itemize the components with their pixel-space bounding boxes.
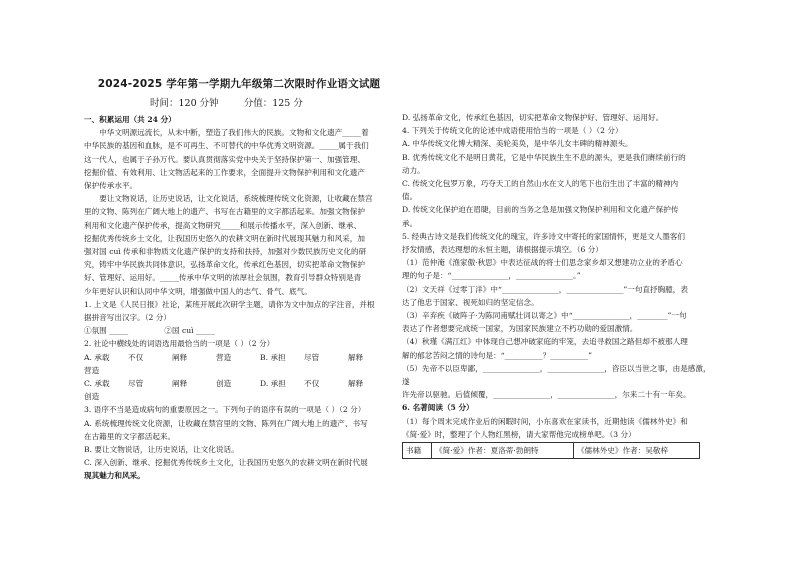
text-line: （1）每个周末完成作业后的闲暇时间，小东喜欢在家读书，近期他读《儒林外史》和: [402, 416, 688, 426]
page-title: 2024-2025 学年第一学期九年级第二次限时作业语文试题: [97, 78, 381, 90]
text-line: 达了他忠于国家、视死如归的坚定信念。: [402, 297, 539, 307]
q2-option-word: 解释: [348, 379, 364, 389]
left-column: [84, 113, 396, 483]
text-line: 《简·爱》时，整理了个人物红黑榜，请大家帮他完成榜单吧。（3 分）: [402, 429, 636, 439]
exam-score: 分值：125 分: [243, 98, 303, 109]
q2-option-word: C. 承载: [84, 379, 110, 389]
text-line: 强对国 cuì 传承和非物质文化遗产保护的支持和扶持，加强对少数民族历史文化的研: [84, 247, 367, 257]
q2-option-word: 解释: [348, 352, 364, 362]
text-line: D. 传统文化保护迫在眉睫，目前的当务之急是加强文物保护利用和文化遗产保护传: [402, 205, 679, 215]
q2-option-word: B. 承担: [260, 352, 286, 362]
text-line: 好、管理好、运用好。_____传承中华文明的浓厚社会氛围，教育引导群众特别是青: [84, 273, 362, 283]
table-cell-book1: 《简·爱》作者：夏洛蒂·勃朗特: [432, 443, 574, 459]
table-row: [403, 443, 700, 459]
q1-blanks: [84, 324, 396, 337]
right-text: [402, 111, 714, 441]
text-line: 6. 名著阅读（5 分）: [402, 403, 474, 413]
q2-option-word: 不仅: [128, 352, 144, 362]
text-line: 少年更好认识和认同中华文明，增强做中国人的志气、骨气、底气。: [84, 286, 312, 296]
q2-option-row: [84, 377, 396, 403]
text-line: 理的句子是：“_______________，_______________。”: [402, 271, 581, 281]
text-line: 5. 经典古诗文是我们传统文化的瑰宝，许多诗文中寄托的家国情怀，更是文人墨客们: [402, 231, 686, 241]
text-line: 要让文物说话，让历史说话，让文化说话，系统梳理传统文化资源，让收藏在禁宫: [99, 194, 373, 204]
text-line: 在古籍里的文字都活起来。: [84, 431, 176, 441]
q2-option-word: 创造: [216, 379, 232, 389]
text-line: 承。: [402, 218, 418, 228]
q1-blank-1: ①氛围 _____: [84, 326, 129, 336]
text-line: A. 系统梳理传统文化资源，让收藏在禁宫里的文物、陈列在广阔大地上的遗产、书写: [84, 418, 368, 428]
q2-option-word: 阐释: [172, 379, 188, 389]
text-line: 据拼音写出汉字。（2 分）: [84, 313, 171, 323]
text-line: 3. 语序不当是造成病句的重要原因之一。下列句子的语序有误的一项是（ ）（2 分）: [84, 405, 366, 415]
q2-option-word: 阐释: [172, 352, 188, 362]
table-cell-label: 书籍: [403, 443, 432, 459]
text-line: 抒发情感，表达理想的永恒主题，请根据提示填空。（6 分）: [402, 245, 603, 255]
text-line: （4）秋瑾《满江红》中体现自己想冲破家庭的牢笼，去追寻救国之路但却不被那人理: [402, 337, 688, 347]
text-line: C. 传统文化包罗万象，巧夺天工的自然山水在文人的笔下也衍生出了丰富的精神内: [402, 179, 679, 189]
q2-option-word: 尽管: [304, 352, 320, 362]
text-line: 这一代人，也属于子孙万代。要认真贯彻落实党中央关于坚持保护第一、加强管理、: [84, 154, 365, 164]
text-line: 利用和文化遗产保护传承，提高文物研究_____和展示传播水平，深入创新、继承、: [84, 220, 362, 230]
q2-option-word: D. 承担: [260, 379, 286, 389]
right-column: [402, 111, 714, 459]
text-line: 中华文明源远流长，从未中断，塑造了我们伟大的民族。文物和文化遗产_____着: [99, 128, 369, 138]
text-line: 挖掘价值、有效利用、让文物活起来的工作要求，全面提升文物保护利用和文化遗产: [84, 167, 365, 177]
q2-stem: 2. 社论中横线处的词语选用最恰当的一项是（ ）（2 分）: [84, 339, 275, 349]
text-line: C. 深入创新、继承、挖掘优秀传统乡土文化，让我国历史悠久的农耕文明在新时代展: [84, 458, 368, 468]
text-line: 保护传承水平。: [84, 181, 138, 191]
books-table: [402, 442, 700, 459]
text-line: 许先帝以驱驰。后值倾覆，_______________，_______________，尔来二十有一年矣。: [402, 390, 691, 400]
passage-text: [84, 113, 396, 324]
text-line: （5）先帝不以臣卑鄙，_______________，_______________，咨臣以当世之事，由是感激，遂: [402, 363, 711, 387]
text-line: 4. 下列关于传统文化的论述中成语使用恰当的一项是（ ）（2 分）: [402, 126, 623, 136]
q2-option-word: A. 承载: [84, 352, 110, 362]
exam-time: 时间：120 分钟: [150, 98, 219, 109]
text-line: 1. 上文是《人民日报》社论，某班开展此次研学主题，请你为文中加点的字注音，并根: [84, 299, 375, 309]
q2-option-row: [84, 351, 396, 377]
text-line: （1）范仲淹《渔家傲·秋思》中表达征战的将士们思念家乡却又想建功立业的矛盾心: [402, 258, 683, 268]
text-line: 现其魅力和风采。: [84, 471, 145, 481]
q2-option-word: 尽管: [128, 379, 144, 389]
text-line: 动力。: [402, 165, 425, 175]
text-line: 里的文物、陈列在广阔大地上的遗产、书写在古籍里的文字都活起来。加强文物保护: [84, 207, 365, 217]
q3-text: [84, 403, 396, 482]
text-line: A. 中华传统文化博大精深、美轮美奂，是中华儿女丰碑的精神源头。: [402, 139, 633, 149]
text-line: 解的郁忿苦闷之情的诗句是：“__________？__________”: [402, 350, 593, 360]
text-line: D. 弘扬革命文化，传承红色基因，切实把革命文物保护好、管理好、运用好。: [402, 113, 664, 122]
text-line: B. 要让文物说话，让历史说话，让文化说话。: [84, 445, 239, 455]
text-line: 中华民族的基因和血脉，是不可再生、不可替代的中华优秀文明资源。_____属于我们: [84, 141, 369, 151]
text-line: （2）文天祥《过零丁洋》中“_______________，_______________”一句直抒胸臆，表: [402, 284, 688, 294]
table-cell-book2: 《儒林外史》作者：吴敬梓: [573, 443, 699, 459]
exam-info: [150, 95, 325, 109]
q2-options: [84, 351, 396, 404]
text-line: B. 优秀传统文化不是明日黄花，它是中华民族生生不息的源头，更是我们赓续前行的: [402, 152, 686, 162]
q2-option-word: 营造: [84, 365, 100, 375]
q2-option-word: 营造: [216, 352, 232, 362]
q1-blank-2: ②国 cuì _____: [164, 326, 215, 336]
text-line: （3）辛弃疾《破阵子·为陈同甫赋壮词以寄之》中“_______________，________”一句: [402, 311, 687, 321]
text-line: 表达了作者想要完成统一国家，为国家民族建立不朽功勋的爱国激情。: [402, 324, 638, 334]
q2-option-word: 不仅: [304, 379, 320, 389]
text-line: 值。: [402, 192, 418, 202]
text-line: 挖掘优秀传统乡土文化，让我国历史悠久的农耕文明在新时代展现其魅力和风采，加: [84, 233, 365, 243]
q2-option-word: 创造: [84, 392, 100, 402]
text-line: 一、积累运用（共 24 分）: [84, 115, 176, 124]
text-line: 究，铸牢中华民族共同体意识，弘扬革命文化，传承红色基因，切实把革命文物保护: [84, 260, 365, 270]
